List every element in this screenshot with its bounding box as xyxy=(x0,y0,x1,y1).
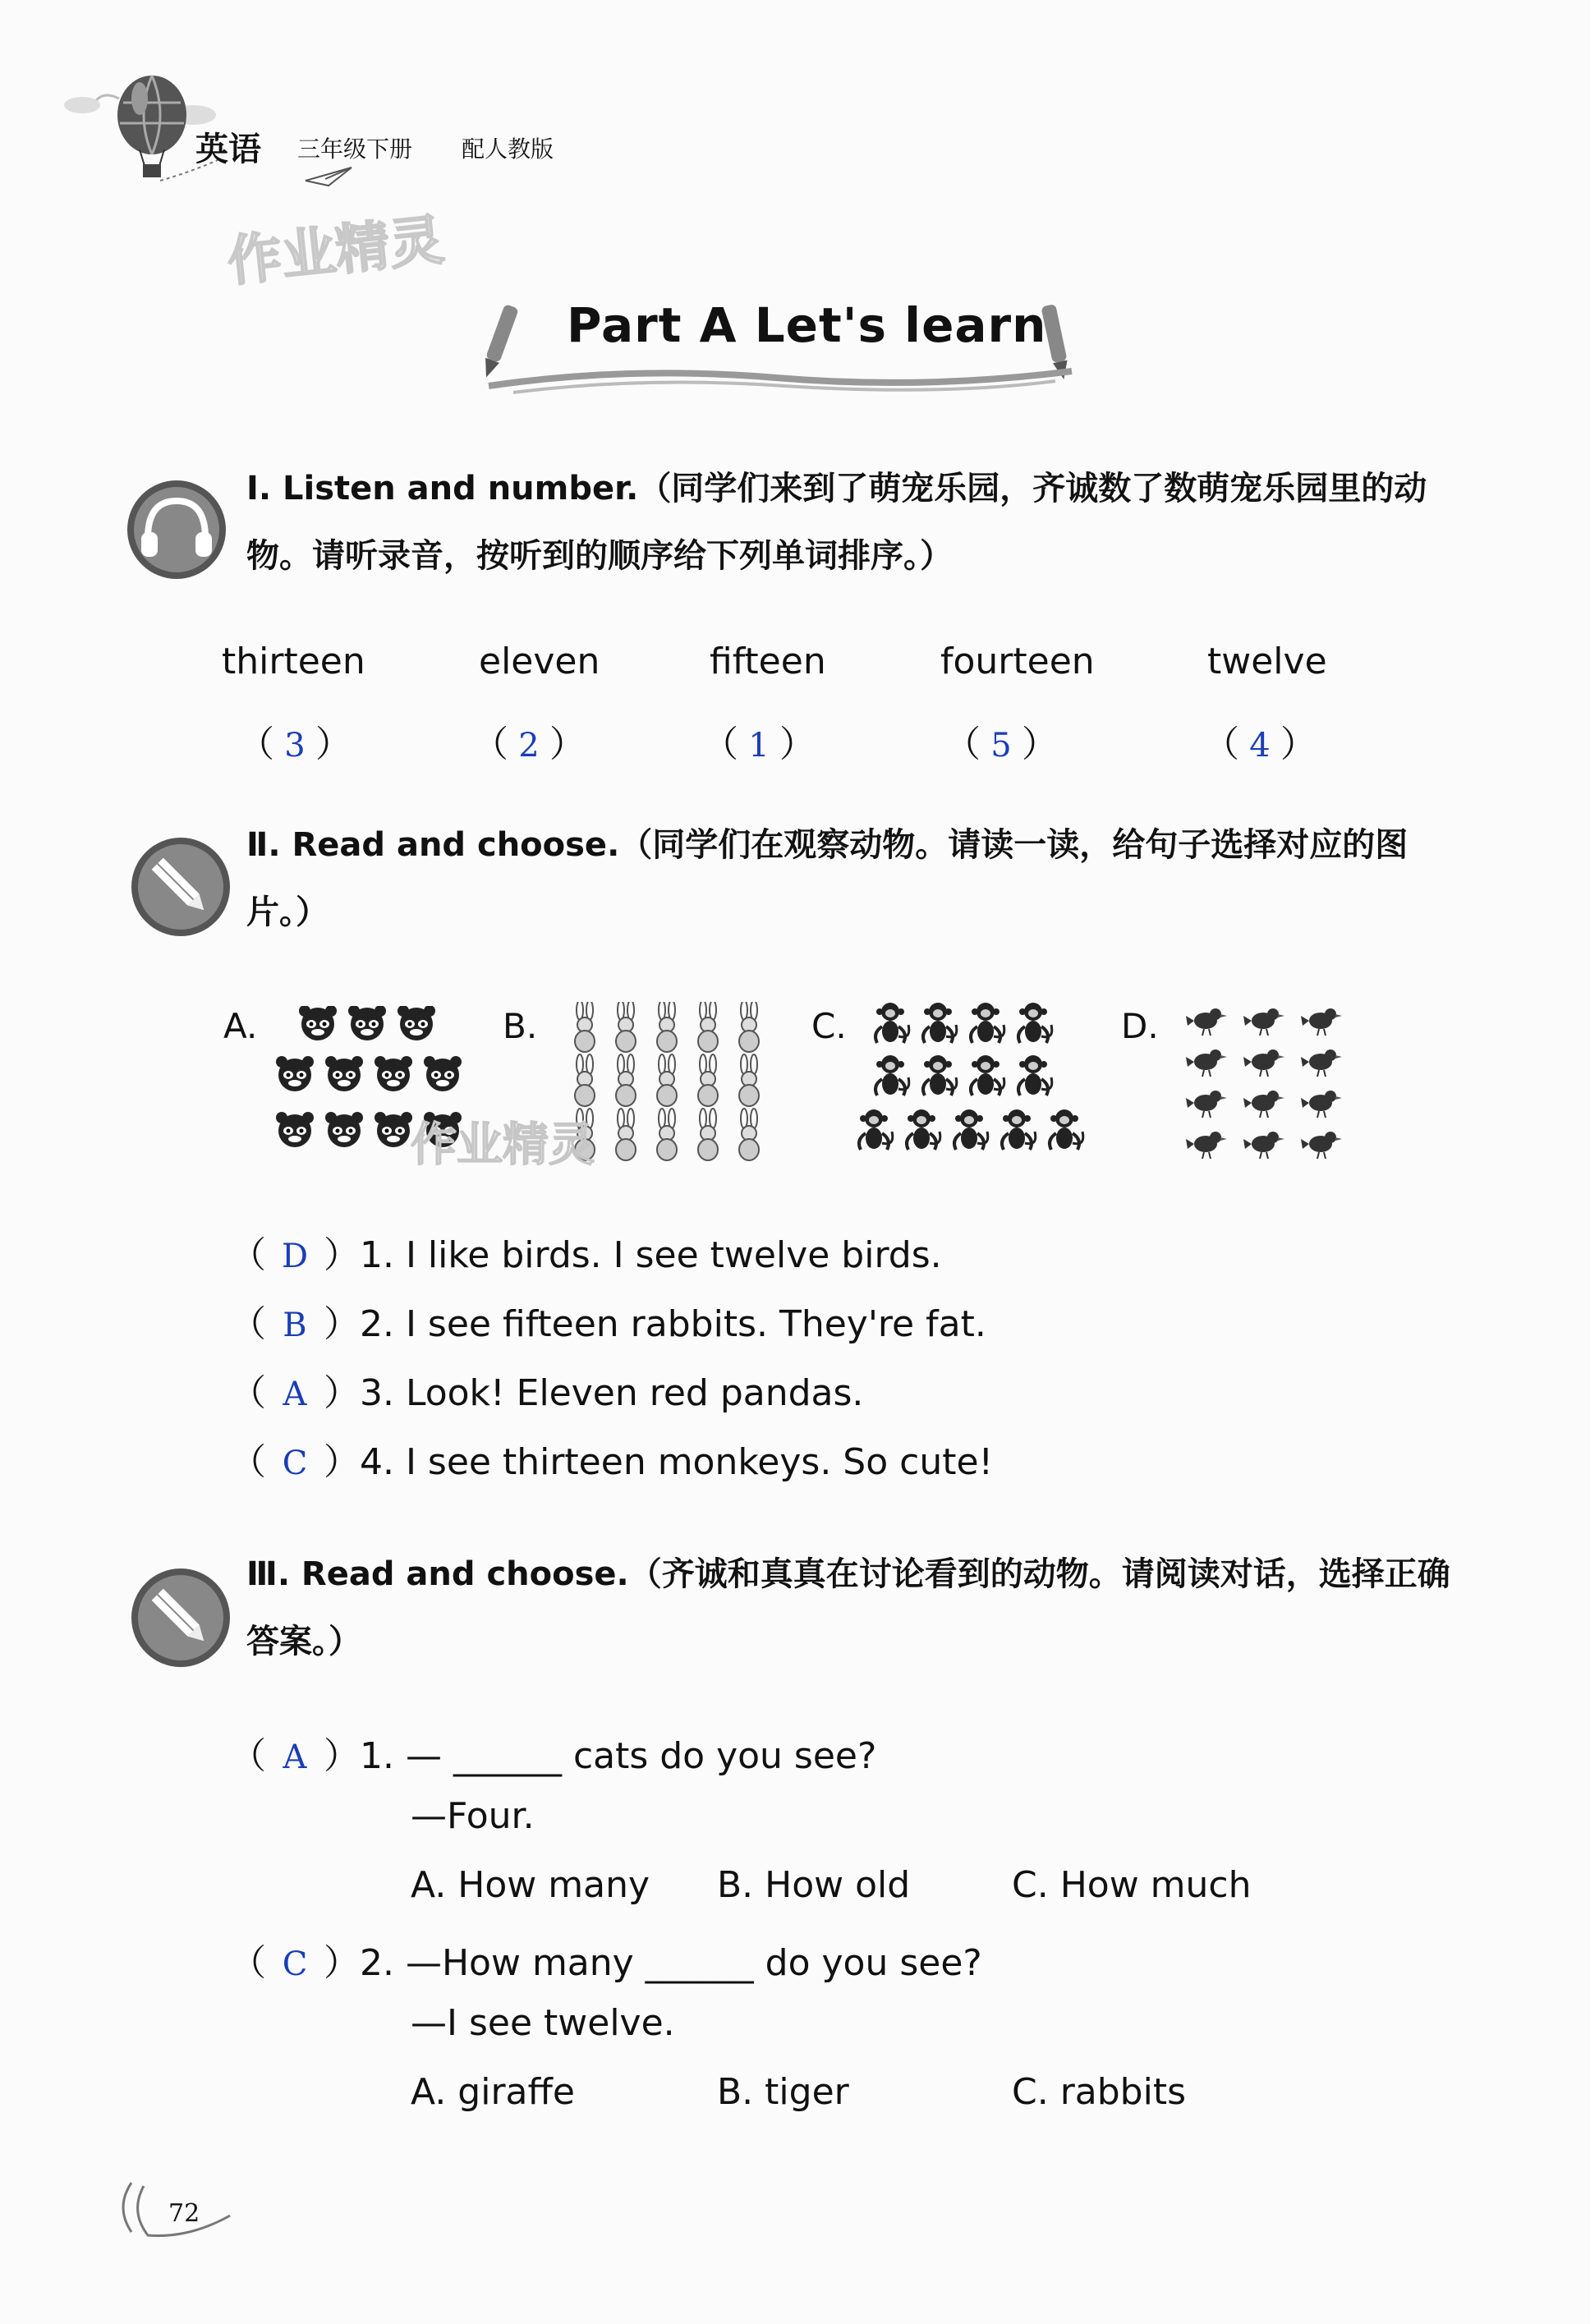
word-item: twelve xyxy=(1207,641,1327,682)
sentence-item[interactable]: （ C ）4. I see thirteen monkeys. So cute! xyxy=(230,1441,994,1483)
choice-c[interactable]: C. How much xyxy=(1012,1864,1252,1906)
watermark-logo: 作业精灵 xyxy=(411,1118,595,1172)
question-reply: —Four. xyxy=(411,1795,535,1837)
grade-label: 三年级下册 xyxy=(297,135,413,163)
sentence-item[interactable]: （ A ）3. Look! Eleven red pandas. xyxy=(230,1372,864,1414)
birds-picture xyxy=(1181,1006,1362,1170)
pencil-icon xyxy=(127,834,234,940)
section-3-heading xyxy=(246,1541,1462,1675)
answer-blank[interactable]: （ 2 ） xyxy=(472,723,586,765)
word-item: fifteen xyxy=(710,641,826,682)
section-1-heading xyxy=(246,455,1454,590)
page-number: 72 xyxy=(168,2199,200,2228)
answer-blank[interactable]: （ 3 ） xyxy=(238,723,352,765)
choice-b[interactable]: B. tiger xyxy=(717,2071,849,2113)
choice-c[interactable]: C. rabbits xyxy=(1012,2071,1187,2113)
section-3-heading-zh: （齐诚和真真在讨论看到的动物。请阅读对话，选择正确答案。） xyxy=(246,1555,1450,1660)
pencil-icon xyxy=(127,1564,234,1671)
section-3-heading-en: Ⅲ. Read and choose. xyxy=(246,1555,629,1593)
rabbits-picture xyxy=(567,1002,772,1166)
question-item[interactable]: （ C ）2. —How many ______ do you see? xyxy=(230,1942,982,1984)
choice-b[interactable]: B. How old xyxy=(717,1864,911,1906)
monkeys-picture xyxy=(856,1000,1102,1164)
choice-a[interactable]: A. giraffe xyxy=(411,2071,575,2113)
paper-plane-icon xyxy=(304,164,353,189)
option-label-b: B. xyxy=(503,1006,538,1046)
section-2-heading-zh: （同学们在观察动物。请读一读，给句子选择对应的图片。） xyxy=(246,826,1408,931)
word-item: eleven xyxy=(479,641,600,682)
answer-blank[interactable]: （ 4 ） xyxy=(1203,723,1317,765)
choice-a[interactable]: A. How many xyxy=(411,1864,650,1906)
watermark-logo: 作业精灵 xyxy=(224,208,447,294)
section-1-heading-en: Ⅰ. Listen and number. xyxy=(246,470,639,508)
answer-blank[interactable]: （ 5 ） xyxy=(944,723,1058,765)
headphones-icon xyxy=(123,476,230,583)
option-label-d: D. xyxy=(1121,1006,1159,1046)
edition-label: 配人教版 xyxy=(462,135,554,163)
question-reply: —I see twelve. xyxy=(411,2002,675,2044)
sentence-item[interactable]: （ D ）1. I like birds. I see twelve birds. xyxy=(230,1234,942,1276)
word-item: fourteen xyxy=(940,641,1095,682)
question-item[interactable]: （ A ）1. — ______ cats do you see? xyxy=(230,1735,877,1777)
section-1-heading-zh: （同学们来到了萌宠乐园，齐诚数了数萌宠乐园里的动物。请听录音，按听到的顺序给下列单词排序。） xyxy=(246,470,1427,575)
answer-blank[interactable]: （ 1 ） xyxy=(702,723,816,765)
sentence-item[interactable]: （ B ）2. I see fifteen rabbits. They're fat. xyxy=(230,1303,986,1345)
section-2-heading-en: Ⅱ. Read and choose. xyxy=(246,826,620,864)
page-title: Part A Let's learn xyxy=(567,297,1047,353)
option-label-c: C. xyxy=(811,1006,847,1046)
section-2-heading xyxy=(246,811,1454,946)
option-label-a: A. xyxy=(223,1006,258,1046)
word-item: thirteen xyxy=(222,641,365,682)
subject-label: 英语 xyxy=(195,130,261,168)
